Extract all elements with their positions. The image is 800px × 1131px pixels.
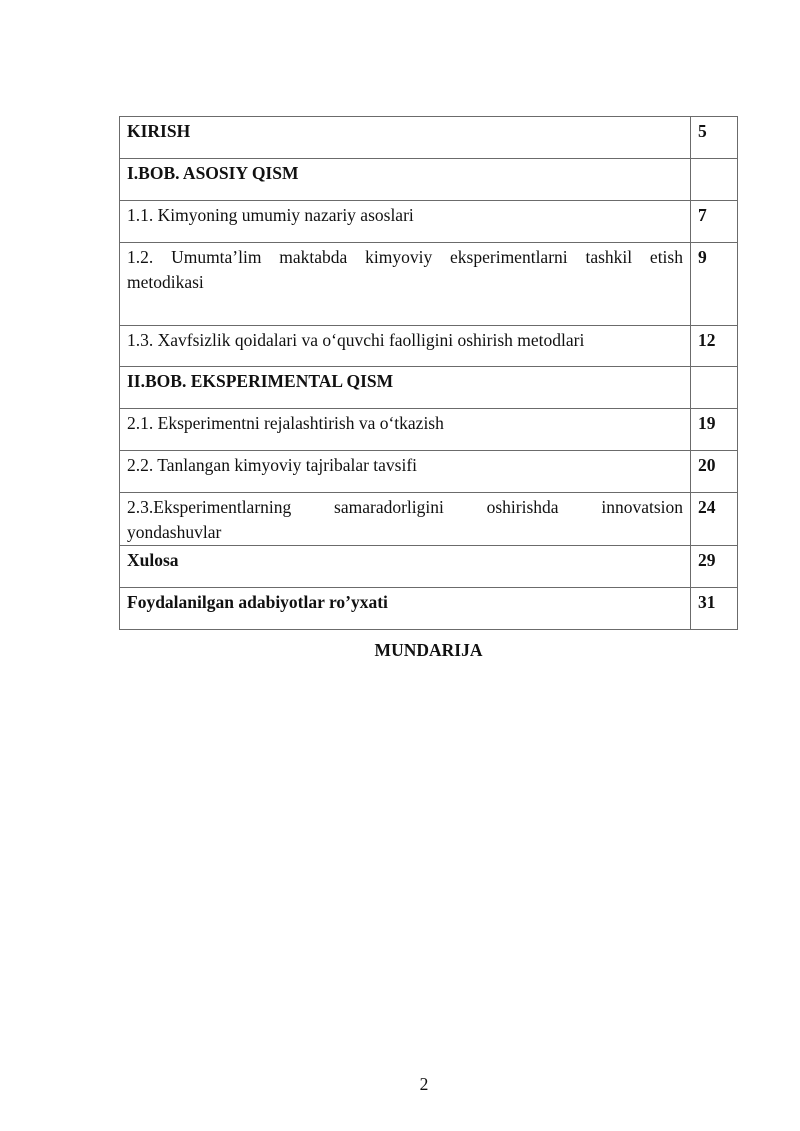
toc-entry-title-line: metodikasi — [127, 272, 204, 292]
toc-row-kirish — [120, 117, 738, 159]
toc-row-2-1 — [120, 409, 738, 451]
toc-entry-page: 20 — [691, 451, 738, 493]
toc-entry-page — [691, 159, 738, 201]
toc-entry-title-line: yondashuvlar — [127, 522, 222, 542]
toc-entry-title — [120, 493, 691, 546]
toc-row-references — [120, 588, 738, 630]
toc-entry-title: 1.1. Kimyoning umumiy nazariy asoslari — [120, 201, 691, 243]
toc-row-2-2 — [120, 451, 738, 493]
contents-heading: MUNDARIJA — [374, 640, 483, 660]
toc-entry-title: II.BOB. EKSPERIMENTAL QISM — [120, 367, 691, 409]
toc-entry-title-line: 2.3.Eksperimentlarning samaradorligini oshirishda innovatsion — [127, 497, 683, 517]
toc-entry-page: 31 — [691, 588, 738, 630]
toc-row-1-2 — [120, 243, 738, 326]
toc-entry-title: Foydalanilgan adabiyotlar ro’yxati — [120, 588, 691, 630]
toc-entry-page: 12 — [691, 326, 738, 367]
toc-entry-page: 29 — [691, 546, 738, 588]
toc-entry-page: 5 — [691, 117, 738, 159]
toc-entry-title — [120, 243, 691, 326]
toc-row-1-1 — [120, 201, 738, 243]
toc-entry-title: 1.3. Xavfsizlik qoidalari va o‘quvchi faolligini oshirish metodlari — [120, 326, 691, 367]
toc-entry-page: 19 — [691, 409, 738, 451]
toc-row-xulosa — [120, 546, 738, 588]
toc-entry-title: KIRISH — [120, 117, 691, 159]
toc-row-chapter-2 — [120, 367, 738, 409]
toc-entry-title-line: 1.2. Umumta’lim maktabda kimyoviy eksperimentlarni tashkil etish — [127, 247, 683, 267]
toc-entry-title: Xulosa — [120, 546, 691, 588]
toc-entry-page: 9 — [691, 243, 738, 326]
table-of-contents — [119, 116, 738, 630]
toc-row-1-3 — [120, 326, 738, 367]
toc-row-chapter-1 — [120, 159, 738, 201]
toc-entry-page — [691, 367, 738, 409]
toc-row-2-3 — [120, 493, 738, 546]
toc-entry-page: 24 — [691, 493, 738, 546]
page-number: 2 — [419, 1074, 429, 1094]
toc-entry-page: 7 — [691, 201, 738, 243]
toc-entry-title: 2.2. Tanlangan kimyoviy tajribalar tavsifi — [120, 451, 691, 493]
toc-entry-title: I.BOB. ASOSIY QISM — [120, 159, 691, 201]
toc-entry-title: 2.1. Eksperimentni rejalashtirish va o‘tkazish — [120, 409, 691, 451]
